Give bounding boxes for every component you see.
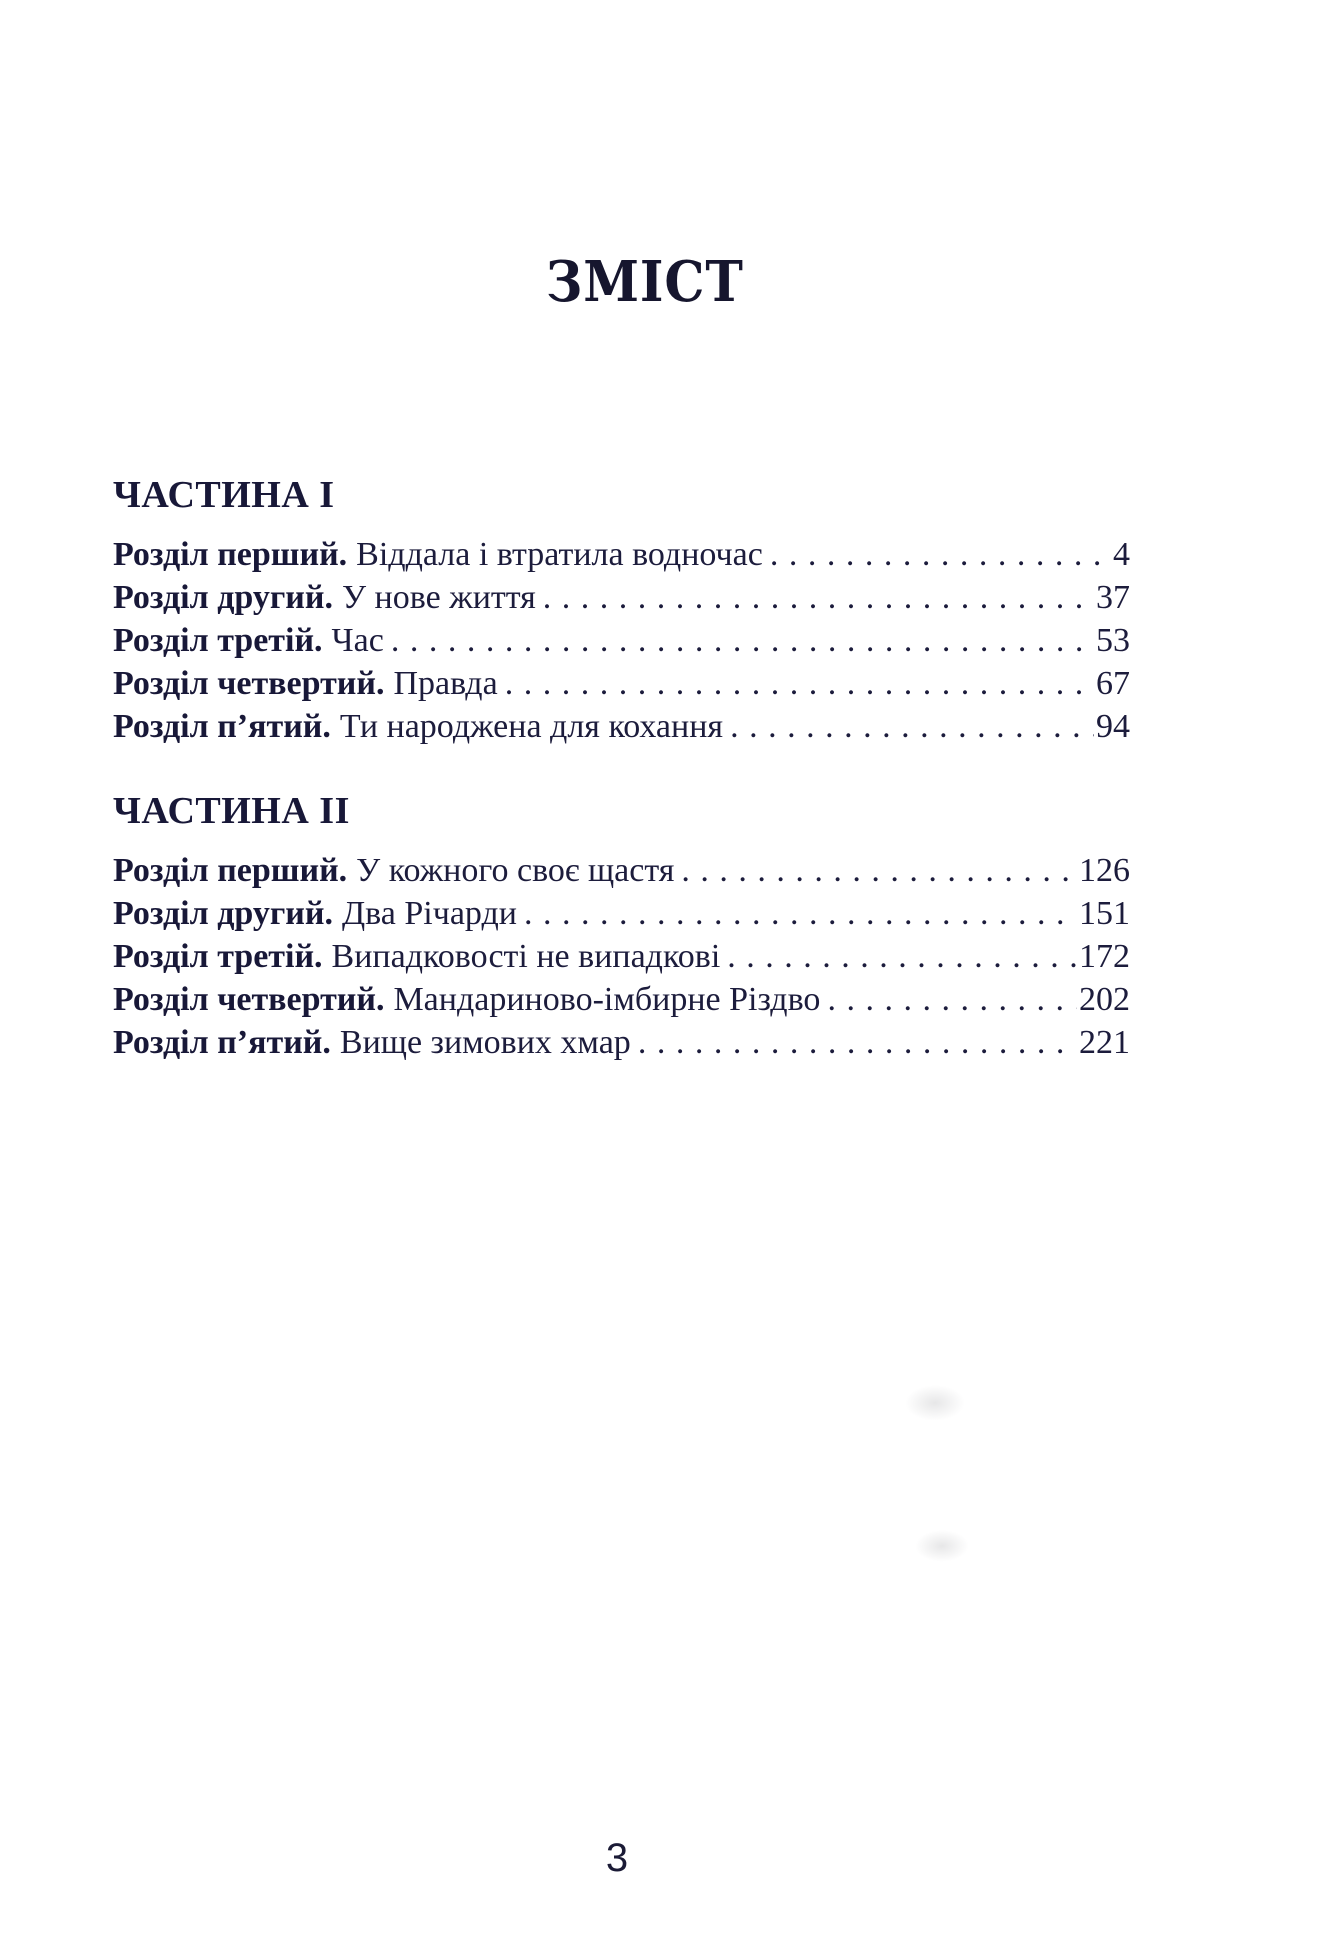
- chapter-page-number: 67: [1096, 665, 1130, 702]
- toc-entry: [113, 533, 1130, 576]
- chapter-title: У нове життя: [341, 579, 536, 616]
- toc-entry: [113, 576, 1130, 619]
- dot-leader: [517, 892, 1077, 935]
- folio-page-number: 3: [605, 1836, 629, 1880]
- chapter-label: Розділ третій.: [113, 622, 323, 659]
- chapter-label: Розділ другий.: [113, 579, 333, 616]
- toc-entry: [113, 892, 1130, 935]
- chapter-title: Мандариново-імбирне Різдво: [393, 981, 821, 1018]
- toc-entry: [113, 849, 1130, 892]
- chapter-label: Розділ другий.: [113, 895, 333, 932]
- chapter-page-number: 172: [1079, 938, 1130, 975]
- dot-leader: [763, 533, 1111, 576]
- toc-entry: [113, 662, 1130, 705]
- chapter-label: Розділ п’ятий.: [113, 1024, 331, 1061]
- chapter-title: Два Річарди: [341, 895, 517, 932]
- toc-entry: [113, 619, 1130, 662]
- chapter-title: Ти народжена для кохання: [339, 708, 724, 745]
- scan-smudge: [905, 1385, 965, 1421]
- chapter-label: Розділ перший.: [113, 536, 348, 573]
- chapter-title: Віддала і втратила водночас: [356, 536, 763, 573]
- dot-leader: [498, 662, 1094, 705]
- chapter-page-number: 221: [1079, 1024, 1130, 1061]
- section-entries: [113, 533, 1130, 748]
- chapter-page-number: 202: [1079, 981, 1130, 1018]
- chapter-label: Розділ перший.: [113, 852, 348, 889]
- toc-entry: [113, 1021, 1130, 1064]
- toc-entry: [113, 935, 1130, 978]
- chapter-label: Розділ четвертий.: [113, 665, 385, 702]
- toc-entry: [113, 978, 1130, 1021]
- dot-leader: [723, 705, 1094, 748]
- chapter-page-number: 94: [1096, 708, 1130, 745]
- chapter-page-number: 37: [1096, 579, 1130, 616]
- chapter-page-number: 151: [1079, 895, 1130, 932]
- chapter-page-number: 4: [1113, 536, 1130, 573]
- table-of-contents: [113, 474, 1130, 1064]
- chapter-page-number: 126: [1079, 852, 1130, 889]
- dot-leader: [384, 619, 1094, 662]
- chapter-label: Розділ п’ятий.: [113, 708, 331, 745]
- toc-entry: [113, 705, 1130, 748]
- toc-section: [113, 474, 1130, 748]
- dot-leader: [631, 1021, 1077, 1064]
- page-title: [0, 249, 1290, 315]
- dot-leader: [536, 576, 1094, 619]
- chapter-title: Вище зимових хмар: [339, 1024, 631, 1061]
- section-heading: ЧАСТИНА I: [113, 474, 335, 516]
- dot-leader: [720, 935, 1077, 978]
- chapter-page-number: 53: [1096, 622, 1130, 659]
- toc-section: [113, 790, 1130, 1064]
- chapter-title: У кожного своє щастя: [356, 852, 675, 889]
- chapter-title: Правда: [393, 665, 498, 702]
- section-heading: ЧАСТИНА II: [113, 790, 350, 832]
- dot-leader: [674, 849, 1077, 892]
- chapter-title: Час: [331, 622, 384, 659]
- scan-smudge: [915, 1530, 969, 1562]
- section-entries: [113, 849, 1130, 1064]
- chapter-label: Розділ третій.: [113, 938, 323, 975]
- page-title-text: ЗМІСТ: [546, 249, 744, 315]
- chapter-title: Випадковості не випадкові: [331, 938, 721, 975]
- dot-leader: [820, 978, 1077, 1021]
- chapter-label: Розділ четвертий.: [113, 981, 385, 1018]
